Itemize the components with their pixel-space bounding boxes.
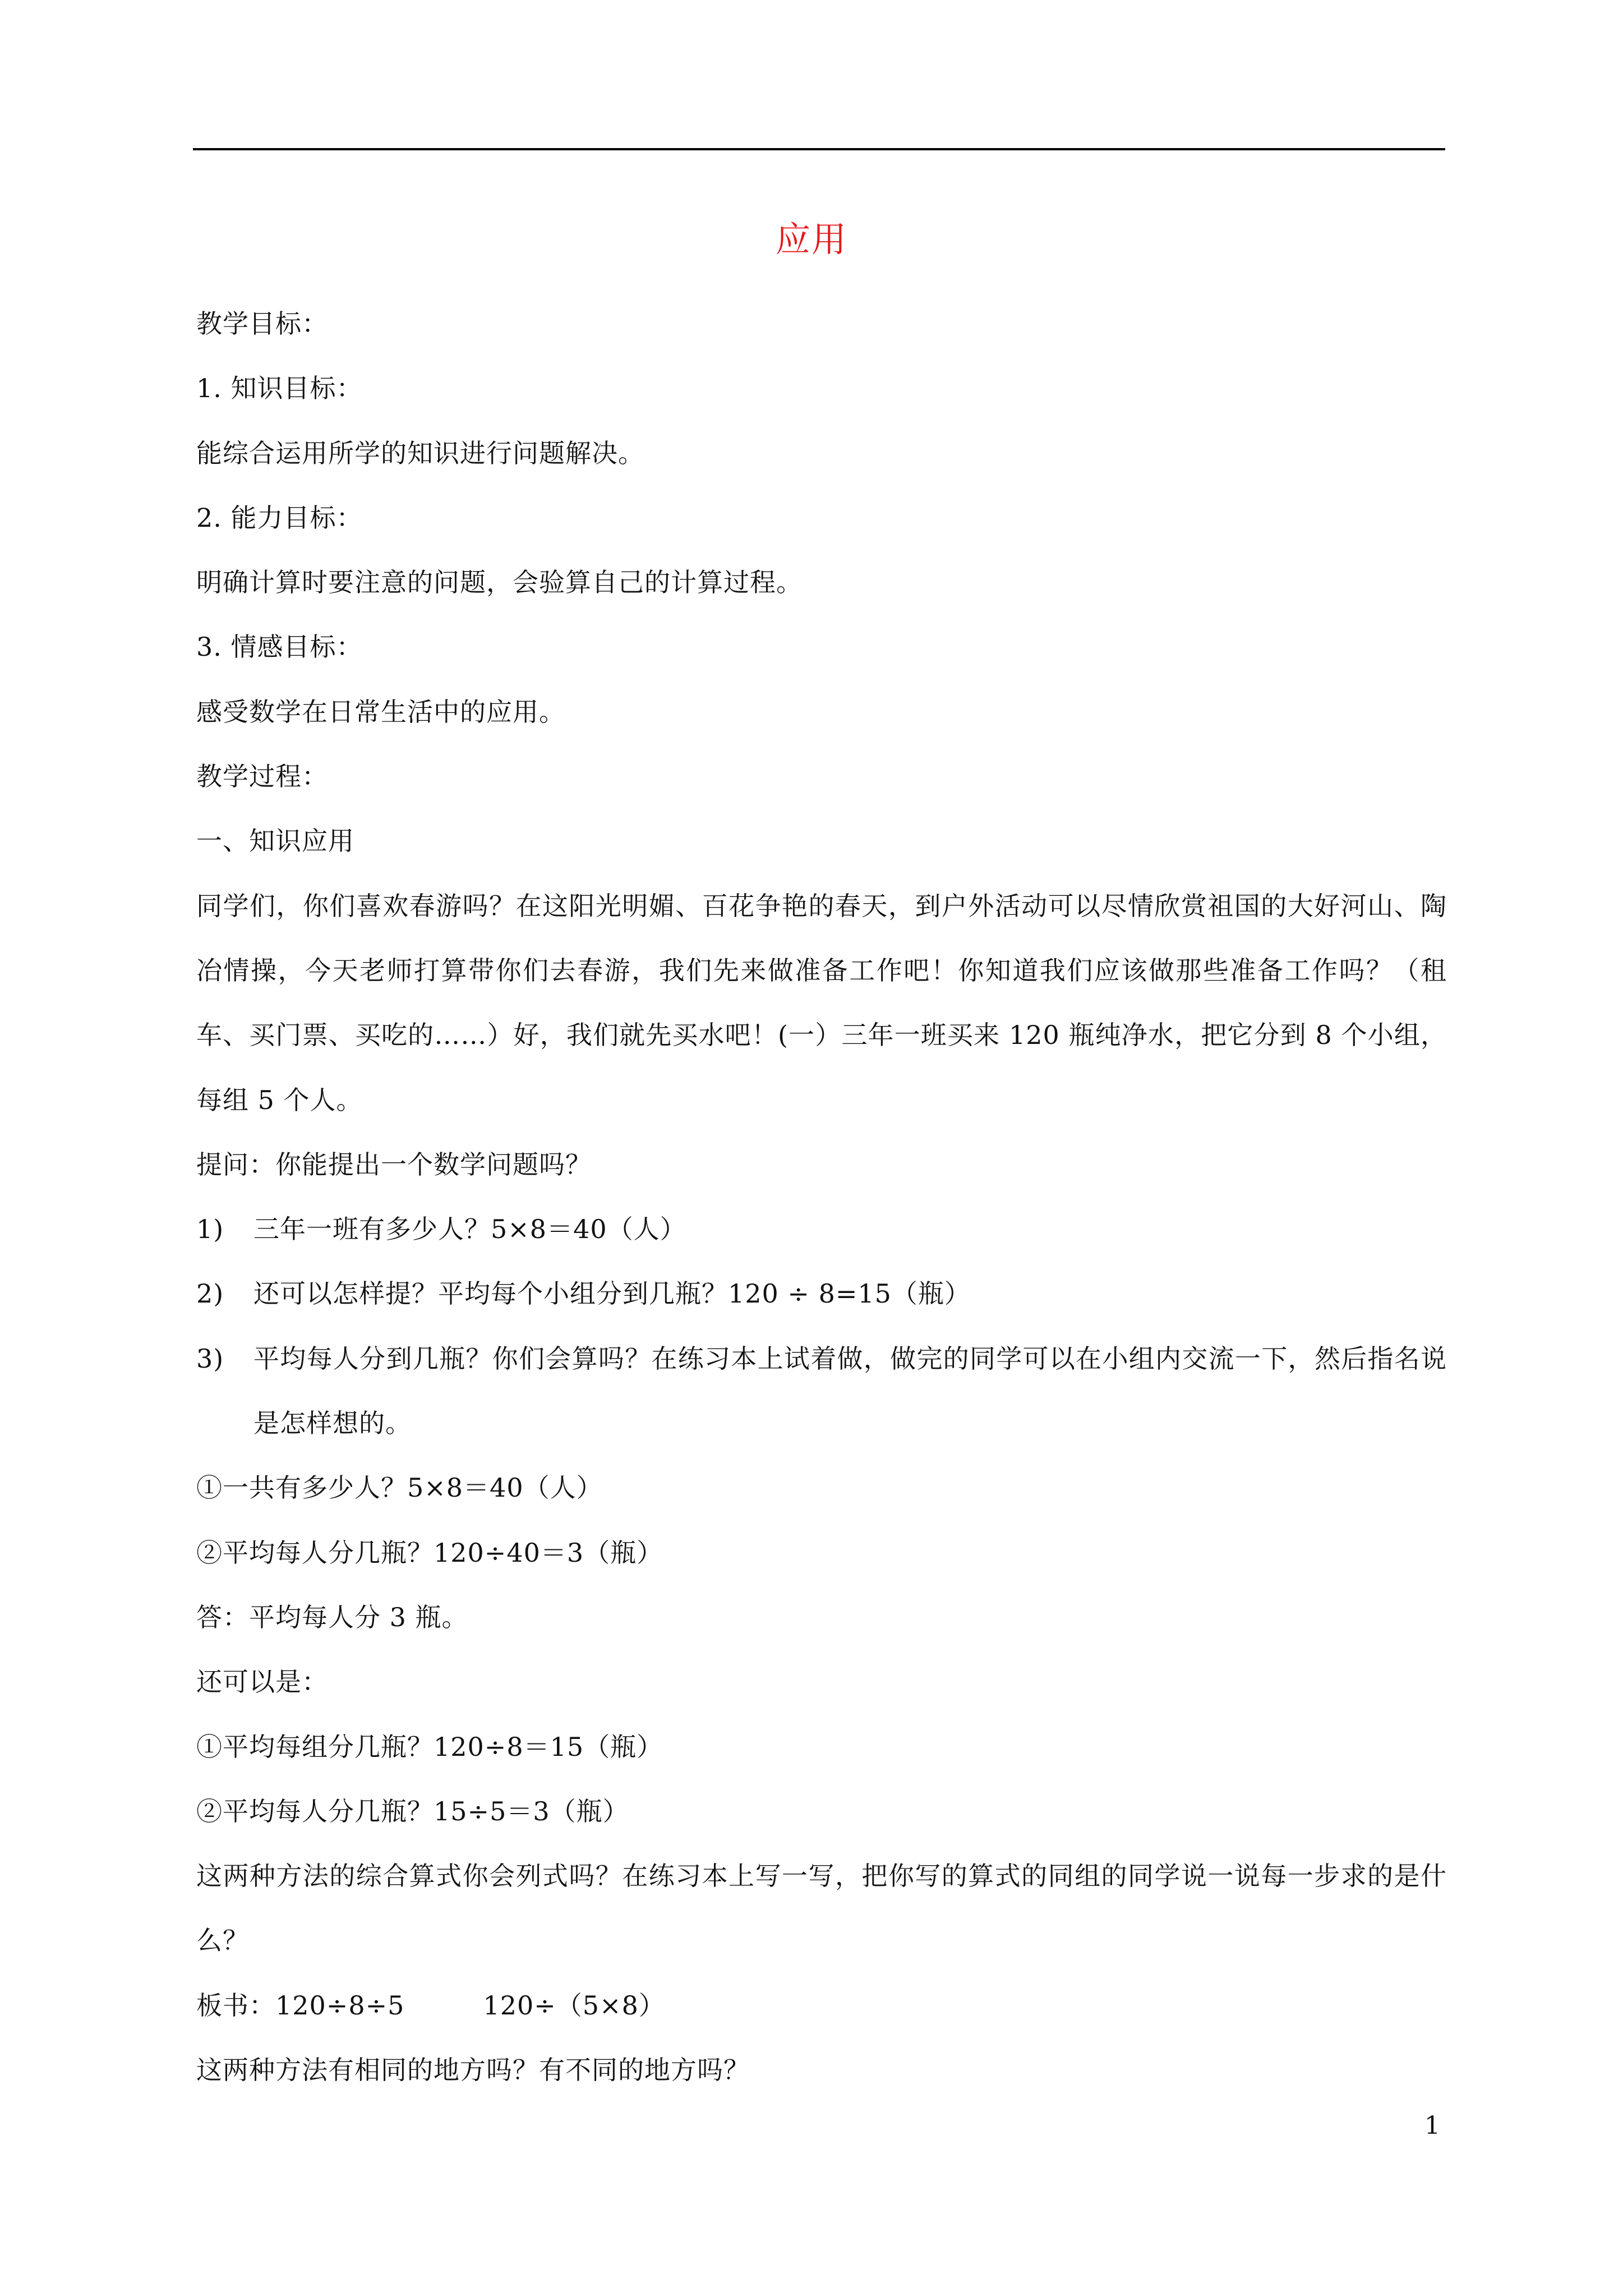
page-number: 1 bbox=[1424, 2111, 1440, 2140]
list-item bbox=[196, 1262, 1447, 1326]
list-item-text: 平均每人分到几瓶？你们会算吗？在练习本上试着做，做完的同学可以在小组内交流一下，然后指名说是怎样想的。 bbox=[253, 1343, 1447, 1439]
list-item-number: 3) bbox=[196, 1343, 224, 1374]
teaching-process-heading: 教学过程： bbox=[196, 761, 328, 792]
emotion-goal-heading: 3. 情感目标： bbox=[196, 632, 363, 662]
answer-line: 答：平均每人分 3 瓶。 bbox=[196, 1602, 468, 1632]
header-rule bbox=[193, 148, 1445, 150]
emotion-goal-text: 感受数学在日常生活中的应用。 bbox=[196, 696, 565, 727]
board-formula-b: 120÷（5×8） bbox=[483, 1990, 665, 2021]
board-formula-a: 板书：120÷8÷5 bbox=[196, 1990, 405, 2021]
list-item bbox=[196, 1327, 1447, 1456]
alt-step-per-group: ①平均每组分几瓶？120÷8＝15（瓶） bbox=[196, 1731, 663, 1762]
alternative-heading: 还可以是： bbox=[196, 1667, 328, 1697]
combined-formula-paragraph: 这两种方法的综合算式你会列式吗？在练习本上写一写，把你写的算式的同组的同学说一说每一步求的是什么？ bbox=[196, 1861, 1447, 1956]
page-title: 应用 bbox=[775, 219, 847, 260]
comparison-question: 这两种方法有相同的地方吗？有不同的地方吗？ bbox=[196, 2055, 750, 2086]
alt-step-per-person: ②平均每人分几瓶？15÷5＝3（瓶） bbox=[196, 1796, 629, 1826]
step-total-people: ①一共有多少人？5×8＝40（人） bbox=[196, 1473, 603, 1503]
intro-paragraph: 同学们，你们喜欢春游吗？在这阳光明媚、百花争艳的春天，到户外活动可以尽情欣赏祖国的大好河山、陶冶情操，今天老师打算带你们去春游，我们先来做准备工作吧！你知道我们应该做那些准备工作吗？（租车、买门票、买吃的……）好，我们就先买水吧！(一）三年一班买来 120 瓶纯净水，把它分到 8 个小组，每组 5 个人。 bbox=[196, 890, 1447, 1115]
knowledge-goal-text: 能综合运用所学的知识进行问题解决。 bbox=[196, 438, 644, 468]
teaching-goals-heading: 教学目标： bbox=[196, 309, 328, 339]
list-item-number: 2) bbox=[196, 1278, 224, 1309]
step-bottles-per-person: ②平均每人分几瓶？120÷40＝3（瓶） bbox=[196, 1537, 663, 1568]
section-heading-knowledge-application: 一、知识应用 bbox=[196, 826, 354, 857]
ability-goal-text: 明确计算时要注意的问题，会验算自己的计算过程。 bbox=[196, 567, 803, 598]
list-item-text: 三年一班有多少人？5×8＝40（人） bbox=[253, 1214, 686, 1245]
knowledge-goal-heading: 1. 知识目标： bbox=[196, 373, 363, 404]
question-prompt: 提问：你能提出一个数学问题吗？ bbox=[196, 1149, 592, 1180]
board-writing bbox=[196, 1973, 1447, 2038]
document-body bbox=[196, 292, 1447, 2102]
list-item bbox=[196, 1197, 1447, 1262]
list-item-number: 1) bbox=[196, 1214, 224, 1245]
list-item-text: 还可以怎样提？平均每个小组分到几瓶？120 ÷ 8=15（瓶） bbox=[253, 1278, 971, 1309]
ability-goal-heading: 2. 能力目标： bbox=[196, 502, 363, 533]
